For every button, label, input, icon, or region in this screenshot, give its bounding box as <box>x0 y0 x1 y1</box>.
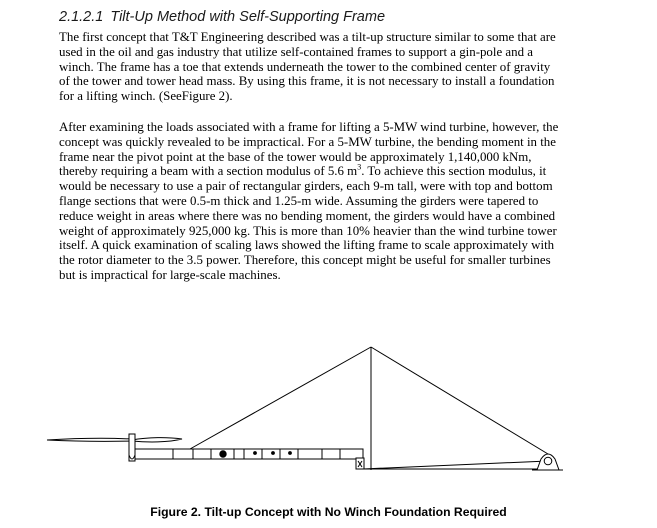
paragraph-line: weight of approximately 925,000 kg. This is more than 10% heavier than the wind turbine tower <box>59 223 557 238</box>
paragraph-line: the rotor diameter to the 3.5 power. Therefore, this concept might be useful for smaller turbines <box>59 253 551 268</box>
section-number: 2.1.2.1 <box>59 9 104 25</box>
tilt-up-figure <box>0 330 657 490</box>
paragraph-line: itself. A quick examination of scaling laws showed the lifting frame to scale approximately with <box>59 238 555 253</box>
pivot-pin <box>544 457 552 465</box>
tower-body <box>135 449 363 459</box>
section-title: Tilt-Up Method with Self-Supporting Frame <box>110 9 386 25</box>
rotor-blade-right <box>132 438 182 442</box>
frame-toe <box>363 461 548 469</box>
line-text: . To achieve this section modulus, it <box>361 164 547 179</box>
frame-boom-front <box>371 347 548 454</box>
section-heading <box>59 9 385 25</box>
tower-node <box>220 451 226 457</box>
paragraph-line: for a lifting winch. (SeeFigure 2). <box>59 89 233 104</box>
paragraph-line: of the tower and tower head mass. By using this frame, it is not necessary to install a foundation <box>59 74 555 89</box>
rotor-blade-left <box>47 438 132 441</box>
paragraph-line: frame near the pivot point at the base of the tower would be approximately 1,140,000 kNm, <box>59 149 532 164</box>
paragraph-2 <box>59 120 599 283</box>
paragraph-line: flange sections that were 0.5-m thick and 1.25-m wide. Assuming the girders were tapered to <box>59 193 539 208</box>
paragraph-line: concept was quickly revealed to be impractical. For a 5-MW turbine, the bending moment in the <box>59 134 556 149</box>
paragraph-line <box>59 164 599 179</box>
tower-node <box>272 452 275 455</box>
frame-boom-back <box>190 347 371 449</box>
paragraph-line: reduce weight in areas where there was no bending moment, the girders would have a combined <box>59 208 556 223</box>
paragraph-line: used in the oil and gas industry that utilize self-contained frames to support a gin-pole and a <box>59 44 533 59</box>
tower-node <box>254 452 257 455</box>
line-text: thereby requiring a beam with a section modulus of 5.6 m <box>59 164 358 179</box>
tower-node <box>289 452 292 455</box>
figure-caption: Figure 2. Tilt-up Concept with No Winch Foundation Required <box>150 505 507 519</box>
paragraph-line: winch. The frame has a toe that extends underneath the tower to the combined center of gravity <box>59 59 551 74</box>
superscript: 3 <box>357 163 362 173</box>
paragraph-line: but is impractical for large-scale machines. <box>59 267 281 282</box>
paragraph-line: After examining the loads associated with a frame for lifting a 5-MW wind turbine, however, the <box>59 120 559 134</box>
paragraph-line: The first concept that T&T Engineering described was a tilt-up structure similar to some that are <box>59 30 556 44</box>
paragraph-1 <box>59 30 599 104</box>
paragraph-line: would be necessary to use a pair of rectangular girders, each 9-m tall, were with top and bottom <box>59 179 553 194</box>
